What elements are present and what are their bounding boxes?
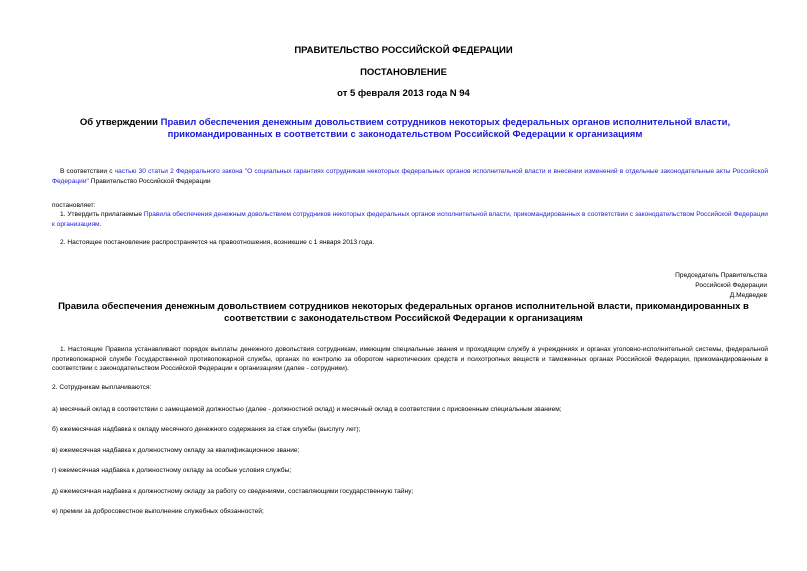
resolves-text: постановляет: (52, 202, 96, 209)
signature-position: Председатель Правительства (675, 272, 767, 279)
rules-paragraph-1: 1. Настоящие Правила устанавливают порядок выплаты денежного довольствия сотрудникам, имеющим специальные звания и проходящим службу в учреждениях и органах уголовно-исполнительной системы, федеральной противопожарной службе Государственной противопожарной службы, органах по контролю за оборотом наркотических средств и психотропных веществ и таможенных органах Российской Федерации, прикомандированным в соответствии с законодательством Российской Федерации к организациям (далее - сотрудники). (52, 346, 768, 372)
preamble-paragraph (52, 167, 768, 186)
date-number-heading: от 5 февраля 2013 года N 94 (337, 88, 470, 99)
item-1-paragraph (52, 210, 768, 229)
rules-item-e: е) премии за добросовестное выполнение служебных обязанностей; (52, 508, 264, 515)
preamble-suffix: Правительство Российской Федерации (88, 177, 211, 185)
signature-country: Российской Федерации (695, 282, 767, 289)
rules-item-g: г) ежемесячная надбавка к должностному окладу за особые условия службы; (52, 467, 292, 474)
item-1-link[interactable]: Правила обеспечения денежным довольствием сотрудников некоторых федеральных органов исполнительной власти, прикомандированных в соответствии с законодательством Российской Федерации к организациям (52, 211, 768, 228)
item-1-suffix: . (99, 220, 102, 228)
preamble-link-law[interactable]: Федерального закона "О социальных гарантиях сотрудникам некоторых федеральных органов исполнительной власти и внесении изменений в отдельные законодательные акты Российской Федерации" (52, 168, 769, 185)
document-type-heading: ПОСТАНОВЛЕНИЕ (360, 67, 447, 78)
title-link[interactable]: Правил обеспечения денежным довольствием сотрудников некоторых федеральных органов исполнительной власти, прикомандированных в соответствии с законодательством Российской Федерации к организациям (160, 117, 731, 140)
rules-paragraph-2: 2. Сотрудникам выплачиваются: (52, 384, 152, 391)
item-2-paragraph: 2. Настоящее постановление распространяется на правоотношения, возникшие с 1 января 2013 года. (60, 239, 375, 246)
preamble-prefix: В соответствии с (60, 168, 115, 175)
rules-item-a: а) месячный оклад в соответствии с замещаемой должностью (далее - должностной оклад) и месячный оклад в соответствии с присвоенным специальным званием; (52, 406, 562, 413)
title-prefix: Об утверждении (79, 117, 161, 128)
document-title (60, 117, 750, 141)
government-heading: ПРАВИТЕЛЬСТВО РОССИЙСКОЙ ФЕДЕРАЦИИ (294, 45, 513, 56)
rules-item-v: в) ежемесячная надбавка к должностному окладу за квалификационное звание; (52, 447, 300, 454)
rules-item-b: б) ежемесячная надбавка к окладу месячного денежного содержания за стаж службы (выслугу лет); (52, 426, 361, 433)
rules-item-d: д) ежемесячная надбавка к должностному окладу за работу со сведениями, составляющими государственную тайну; (52, 488, 414, 495)
signature-name: Д.Медведев (729, 292, 767, 299)
rules-title: Правила обеспечения денежным довольствием сотрудников некоторых федеральных органов исполнительной власти, прикомандированных в соответствии с законодательством Российской Федерации к организациям (58, 301, 749, 324)
item-1-prefix: 1. Утвердить прилагаемые (60, 211, 144, 218)
preamble-link-article[interactable]: частью 30 статьи 2 (114, 168, 174, 175)
